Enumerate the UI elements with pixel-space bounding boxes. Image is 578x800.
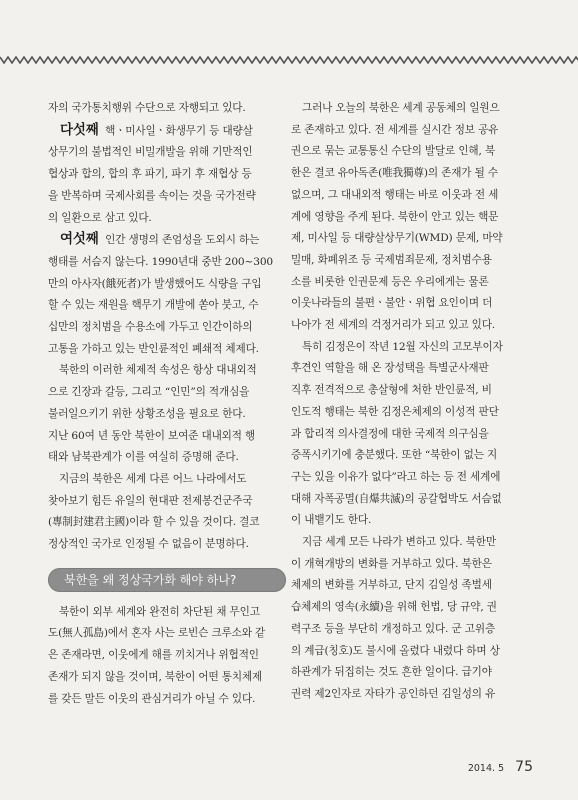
paragraph <box>291 98 531 337</box>
text-line: 소를 비롯한 인권문제 등은 우리에게는 물론 <box>291 275 489 288</box>
text-line: 계에 영향을 주게 된다. 북한이 안고 있는 핵문 <box>291 210 499 223</box>
text-line: 를 갖든 말든 이웃의 관심거리가 아닐 수 있다. <box>48 692 256 705</box>
left-column <box>48 98 286 710</box>
text-line: 과 합리적 의사결정에 대한 국제적 의구심을 <box>291 427 489 440</box>
text-line: 밀매, 화폐위조 등 국제범죄문제, 정치범수용 <box>291 253 492 266</box>
issue-date: 2014. 5 <box>467 763 505 774</box>
paragraph <box>291 337 531 532</box>
text-line: 만의 아사자(餓死者)가 발생했어도 식량을 구입 <box>48 277 262 290</box>
text-line: 을 반복하며 국제사회를 속이는 것을 국가전략 <box>48 189 256 202</box>
paragraph <box>48 98 286 120</box>
paragraph-sixth <box>48 229 286 360</box>
text-line: 제, 미사일 등 대량살상무기(WMD) 문제, 마약 <box>291 232 503 245</box>
text-line: 존재가 되지 않을 것이며, 북한이 어떤 통치체제 <box>48 670 263 683</box>
text-line: 증폭시키기에 충분했다. 또한 “북한이 없는 지 <box>291 449 498 462</box>
text-line: 그러나 오늘의 북한은 세계 공동체의 일원으 <box>302 102 500 114</box>
text-line: (專制封建君主國)이라 할 수 있을 것이다. 결코 <box>48 516 260 529</box>
text-line: 인도적 행태는 북한 김정은체제의 이성적 판단 <box>291 405 499 418</box>
text-line: 자의 국가통치행위 수단으로 자행되고 있다. <box>48 102 246 114</box>
right-column <box>291 98 531 706</box>
text-line: 지금의 북한은 세계 다른 어느 나라에서도 <box>59 472 247 485</box>
text-line: 정상적인 국가로 인정될 수 없음이 분명하다. <box>48 538 249 551</box>
text-line: 고통을 가하고 있는 반인륜적인 폐쇄적 체제다. <box>48 342 259 355</box>
text-line: 태와 남북관계가 이를 여실히 증명해 준다. <box>48 451 239 464</box>
text-line: 하관계가 뒤집히는 것도 흔한 일이다. 급기야 <box>291 666 492 679</box>
text-line: 권으로 묶는 교통통신 수단의 발달로 인해, 북 <box>291 145 496 158</box>
text-line: 한은 결코 유아독존(唯我獨尊)의 존재가 될 수 <box>291 167 498 180</box>
paragraph <box>48 360 286 469</box>
text-line: 의 일환으로 삼고 있다. <box>48 211 152 224</box>
paragraph <box>48 469 286 556</box>
text-line: 권력 제2인자로 자타가 공인하던 김일성의 유 <box>291 687 496 700</box>
text-line: 은 존재라면, 이웃에게 해를 끼치거나 위협적인 <box>48 649 259 662</box>
text-line: 이 내뱉기도 한다. <box>291 514 372 527</box>
paragraph <box>48 602 286 711</box>
text-line: 구는 있을 이유가 없다”라고 하는 등 전 세계에 <box>291 470 501 483</box>
page-footer <box>468 756 533 775</box>
text-line: 직후 전격적으로 총살형에 처한 반인륜적, 비 <box>291 384 492 397</box>
text-line: 로 존재하고 있다. 전 세계를 실시간 정보 공유 <box>291 123 499 136</box>
text-line: 핵ㆍ미사일ㆍ화생무기 등 대량살 <box>105 124 253 137</box>
text-line: 체제의 변화를 거부하고, 단지 김일성 족벌세 <box>291 579 492 592</box>
section-heading: 북한을 왜 정상국가화 해야 하나? <box>48 568 286 592</box>
text-line: 습체제의 영속(永續)을 위해 헌법, 당 규약, 권 <box>291 601 497 614</box>
text-line: 북한의 이러한 체제적 속성은 항상 대내외적 <box>59 364 257 377</box>
text-line: 대해 자폭공멸(自爆共滅)의 공갈협박도 서슴없 <box>291 492 502 505</box>
text-line: 특히 김정은이 작년 12월 자신의 고모부이자 <box>302 340 503 353</box>
text-line: 인간 생명의 존엄성을 도외시 하는 <box>105 234 260 247</box>
page-number: 75 <box>515 759 533 775</box>
text-line: 지난 60여 년 동안 북한이 보여준 대내외적 행 <box>48 429 256 442</box>
text-line: 이 개혁개방의 변화를 거부하고 있다. 북한은 <box>291 557 492 570</box>
text-line: 불러일으키기 위한 상황조성을 필요로 한다. <box>48 407 246 420</box>
paragraph-lead: 다섯째 <box>60 121 99 138</box>
text-line: 상무기의 불법적인 비밀개발을 위해 기만적인 <box>48 146 253 159</box>
text-line: 후견인 역할을 해 온 장성택을 특별군사재판 <box>291 362 489 375</box>
text-line: 도(無人孤島)에서 혼자 사는 로빈슨 크루소와 같 <box>48 627 266 640</box>
paragraph-lead: 여섯째 <box>60 231 99 248</box>
text-line: 력구조 등을 부단히 개정하고 있다. 군 고위층 <box>291 622 496 635</box>
text-line: 행태를 서슴지 않는다. 1990년대 중반 200~300 <box>48 255 274 268</box>
text-line: 으로 긴장과 갈등, 그리고 “인민”의 적개심을 <box>48 386 250 399</box>
text-line: 이웃나라들의 불편ㆍ불안ㆍ위협 요인이며 더 <box>291 297 493 310</box>
text-line: 없으며, 그 대내외적 행태는 바로 이웃과 전 세 <box>291 188 499 201</box>
paragraph-fifth <box>48 120 286 230</box>
text-line: 할 수 있는 재원을 핵무기 개발에 쏟아 붓고, 수 <box>48 299 259 312</box>
paragraph <box>291 532 531 706</box>
text-line: 의 계급(칭호)도 불시에 올렸다 내렸다 하며 상 <box>291 644 500 657</box>
text-line: 북한이 외부 세계와 완전히 차단된 채 무인고 <box>59 605 260 618</box>
text-line: 찾아보기 힘든 유일의 현대판 전제봉건군주국 <box>48 494 253 507</box>
text-line: 나아가 전 세계의 걱정거리가 되고 있고 있다. <box>291 319 496 332</box>
text-line: 협상과 합의, 합의 후 파기, 파기 후 재협상 등 <box>48 168 252 181</box>
text-line: 지금 세계 모든 나라가 변하고 있다. 북한만 <box>302 536 496 549</box>
text-line: 십만의 정치범을 수용소에 가두고 인간이하의 <box>48 321 253 334</box>
decorative-zigzag-border <box>0 56 578 64</box>
